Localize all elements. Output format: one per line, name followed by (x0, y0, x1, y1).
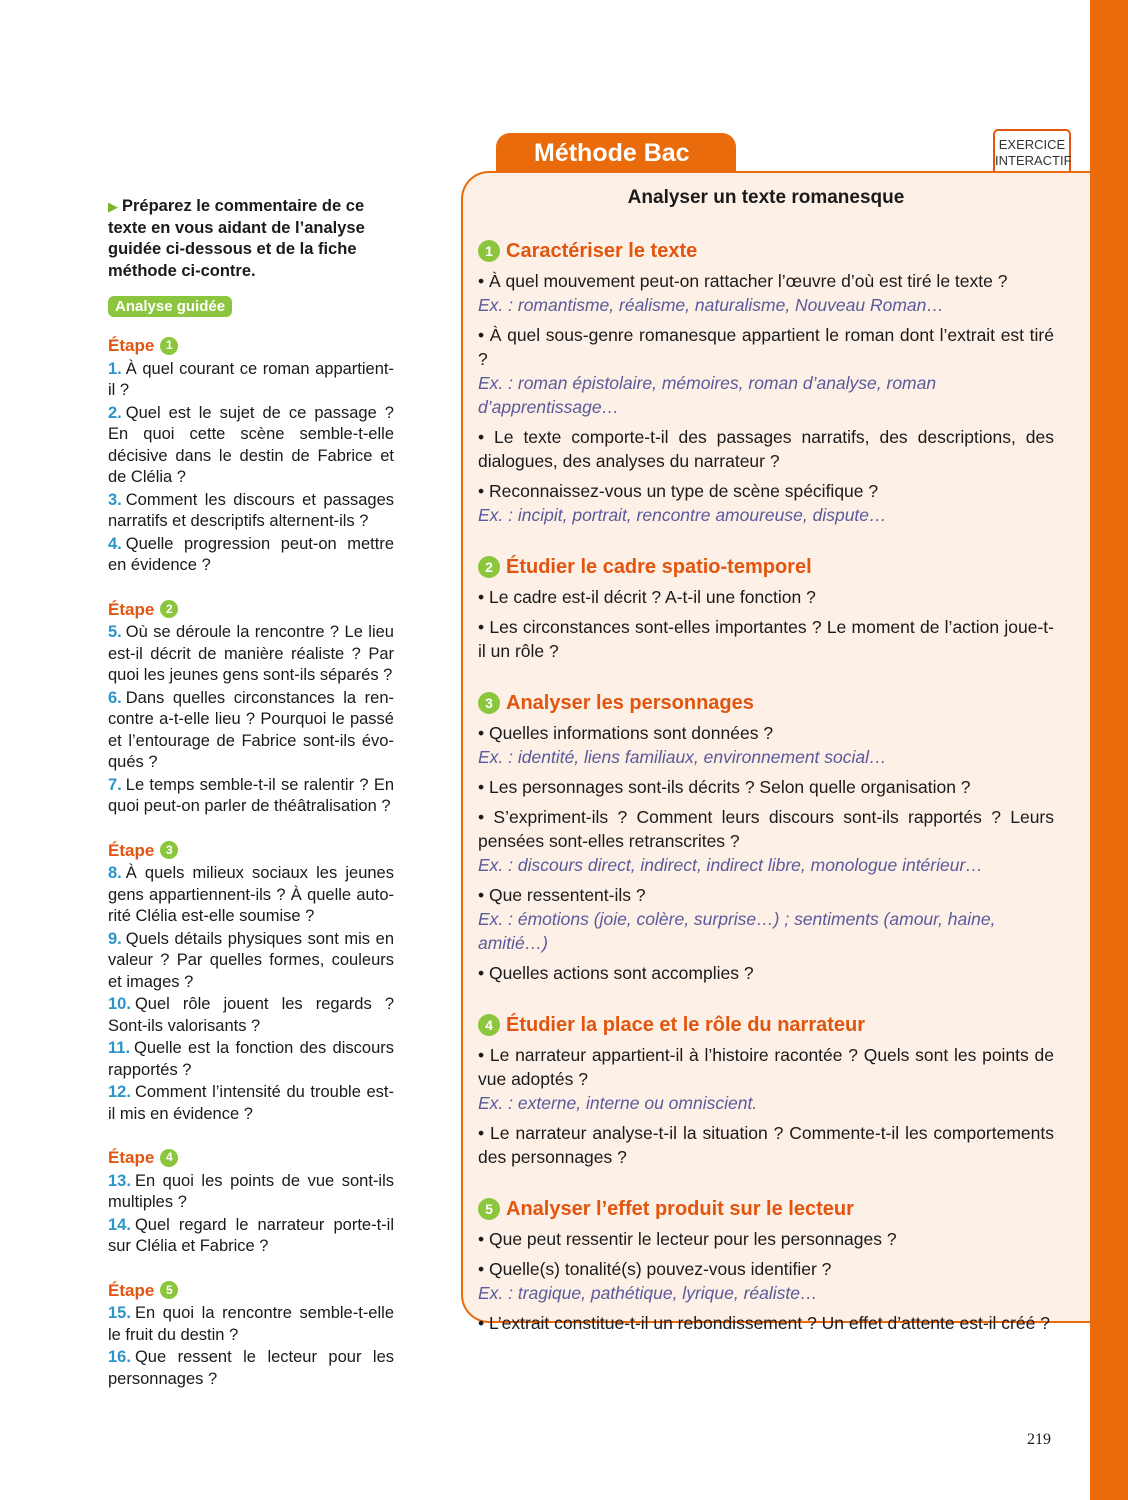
method-sections (478, 239, 1054, 1335)
method-section (478, 555, 1054, 663)
bullet-item (478, 585, 1054, 609)
bullet-item (478, 425, 1054, 473)
number-badge: 5 (478, 1198, 500, 1220)
question-number: 4. (108, 534, 122, 553)
question-item (108, 359, 394, 402)
etape-title: Étape 5 (108, 1280, 394, 1302)
page-edge-bar (1090, 0, 1128, 1500)
method-section (478, 1013, 1054, 1169)
etape-block (108, 1147, 394, 1258)
question-text: Comment l’intensité du trouble est-il mis en évidence ? (108, 1083, 394, 1123)
question-number: 8. (108, 864, 122, 882)
bullet-example: Ex. : identité, liens familiaux, environnement social… (478, 747, 887, 767)
number-badge: 2 (160, 600, 178, 618)
bullet-question: • Le narrateur analyse-t-il la situation ? Commente-t-il les comportements des personnages ? (478, 1123, 1054, 1167)
question-text: Quel rôle jouent les regards ? Sont-ils valorisants ? (108, 995, 394, 1035)
triangle-arrow-icon: ▶ (108, 199, 118, 214)
question-text: Quel est le sujet de ce passage ? En quoi cette scène semble-t-elle décisive dans le destin de Fabrice et de Clélia ? (108, 403, 394, 486)
bullet-question: • Le narrateur appartient-il à l’histoire racontée ? Quels sont les points de vue adoptés ? (478, 1045, 1054, 1089)
number-badge: 2 (478, 556, 500, 578)
question-item (108, 403, 394, 489)
question-text: À quels milieux sociaux les jeunes gens appartiennent-ils ? À quelle autorité Clélia est-elle soumise ? (108, 864, 394, 925)
question-item (108, 775, 394, 818)
bullet-example: Ex. : externe, interne ou omniscient. (478, 1093, 758, 1113)
question-item (108, 1347, 394, 1390)
question-number: 9. (108, 929, 122, 948)
guided-analysis-column (108, 196, 394, 1391)
bullet-example: Ex. : discours direct, indirect, indirect libre, monologue intérieur… (478, 855, 983, 875)
section-title: 3 Analyser les personnages (478, 691, 1054, 715)
bullet-question: • Que ressentent-ils ? (478, 885, 646, 905)
method-content (478, 186, 1054, 1363)
question-number: 11. (108, 1039, 131, 1057)
number-badge: 1 (478, 240, 500, 262)
bullet-item (478, 1043, 1054, 1115)
bullet-question: • L’extrait constitue-t-il un rebondissement ? Un effet d’attente est-il créé ? (478, 1313, 1050, 1333)
question-number: 2. (108, 403, 122, 422)
question-item (108, 622, 394, 687)
etape-title: Étape 4 (108, 1147, 394, 1169)
number-badge: 4 (160, 1149, 178, 1167)
bullet-question: • Reconnaissez-vous un type de scène spécifique ? (478, 481, 879, 501)
bullet-question: • Quelle(s) tonalité(s) pouvez-vous identifier ? (478, 1259, 832, 1279)
question-text: À quel courant ce roman appartient-il ? (108, 359, 394, 399)
question-text: Quels détails physiques sont mis en valeur ? Par quelles formes, couleurs et images ? (108, 929, 394, 991)
bullet-question: • À quel sous-genre romanesque appartient le roman dont l’extrait est tiré ? (478, 325, 1054, 369)
question-number: 6. (108, 688, 122, 707)
etape-block (108, 599, 394, 818)
bullet-item (478, 961, 1054, 985)
question-item (108, 1038, 394, 1081)
bullet-item (478, 1121, 1054, 1169)
bullet-example: Ex. : émotions (joie, colère, surprise…) ; sentiments (amour, haine, amitié…) (478, 909, 996, 953)
question-text: En quoi la rencontre semble-t-elle le fruit du destin ? (108, 1304, 394, 1344)
number-badge: 3 (160, 841, 178, 859)
question-number: 7. (108, 775, 122, 794)
etape-block (108, 335, 394, 577)
method-section (478, 1197, 1054, 1335)
etape-block (108, 1280, 394, 1391)
question-text: En quoi les points de vue sont-ils multiples ? (108, 1171, 394, 1211)
question-text: Le temps semble-t-il se ralentir ? En quoi peut-on parler de théâtralisation ? (108, 775, 394, 815)
number-badge: 3 (478, 692, 500, 714)
method-tab: Méthode Bac (496, 133, 736, 171)
bullet-question: • Quelles actions sont accomplies ? (478, 963, 754, 983)
number-badge: 4 (478, 1014, 500, 1036)
question-number: 13. (108, 1171, 131, 1190)
etape-title: Étape 1 (108, 335, 394, 357)
question-item (108, 929, 394, 994)
question-number: 5. (108, 623, 122, 641)
number-badge: 5 (160, 1281, 178, 1299)
question-item (108, 1082, 394, 1125)
etape-title: Étape 3 (108, 840, 394, 862)
etape-block (108, 840, 394, 1126)
bullet-item (478, 1227, 1054, 1251)
bullet-question: • À quel mouvement peut-on rattacher l’œuvre d’où est tiré le texte ? (478, 271, 1008, 291)
section-title: 1 Caractériser le texte (478, 239, 1054, 263)
bullet-item (478, 269, 1054, 317)
bullet-question: • Les personnages sont-ils décrits ? Selon quelle organisation ? (478, 777, 971, 797)
question-number: 15. (108, 1304, 131, 1322)
number-badge: 1 (160, 337, 178, 355)
question-item (108, 534, 394, 577)
bullet-item (478, 323, 1054, 419)
bullet-question: • Le texte comporte-t-il des passages narratifs, des descriptions, des dialogues, des analyses du narrateur ? (478, 427, 1054, 471)
question-item (108, 863, 394, 928)
bullet-example: Ex. : incipit, portrait, rencontre amoureuse, dispute… (478, 505, 887, 525)
bullet-item (478, 1311, 1054, 1335)
bullet-item (478, 721, 1054, 769)
bullet-question: • S’expriment-ils ? Comment leurs discours sont-ils rapportés ? Leurs pensées sont-elles retranscrites ? (478, 807, 1054, 851)
bullet-item (478, 805, 1054, 877)
method-title: Analyser un texte romanesque (627, 187, 905, 208)
section-title: 2 Étudier le cadre spatio-temporel (478, 555, 1054, 579)
bullet-example: Ex. : romantisme, réalisme, naturalisme, Nouveau Roman… (478, 295, 944, 315)
section-title: 5 Analyser l’effet produit sur le lecteur (478, 1197, 1054, 1221)
question-number: 12. (108, 1083, 131, 1101)
question-item (108, 1303, 394, 1346)
question-text: Dans quelles circonstances la rencontre a-t-elle lieu ? Pourquoi le passé et l’entourage de Fabrice sont-ils évoqués ? (108, 688, 394, 771)
bullet-item (478, 615, 1054, 663)
question-text: Que ressent le lecteur pour les personnages ? (108, 1348, 394, 1388)
bullet-item (478, 479, 1054, 527)
question-item (108, 994, 394, 1037)
bullet-item (478, 775, 1054, 799)
bullet-example: Ex. : roman épistolaire, mémoires, roman d’analyse, roman d’apprentissage… (478, 373, 937, 417)
question-text: Quelle progression peut-on mettre en évidence ? (108, 534, 394, 574)
intro-instruction: ▶ Préparez le commentaire de ce texte en vous aidant de l’analyse guidée ci-dessous et de la fiche méthode ci-contre. (108, 197, 365, 280)
method-section (478, 691, 1054, 985)
question-text: Comment les discours et passages narratifs et descriptifs alternent-ils ? (108, 490, 394, 530)
analysis-guided-label: Analyse guidée (108, 296, 232, 317)
bullet-question: • Quelles informations sont données ? (478, 723, 774, 743)
etapes-list (108, 335, 394, 1390)
question-text: Quel regard le narrateur porte-t-il sur Clélia et Fabrice ? (108, 1215, 394, 1255)
question-number: 16. (108, 1348, 131, 1366)
bullet-question: • Le cadre est-il décrit ? A-t-il une fonction ? (478, 587, 816, 607)
page-number: 219 (1027, 1431, 1051, 1448)
bullet-example: Ex. : tragique, pathétique, lyrique, réaliste… (478, 1283, 818, 1303)
bullet-question: • Les circonstances sont-elles importantes ? Le moment de l’action joue-t-il un rôle ? (478, 617, 1054, 661)
question-item (108, 688, 394, 774)
question-number: 1. (108, 359, 122, 378)
question-item (108, 1215, 394, 1258)
question-item (108, 490, 394, 533)
question-text: Quelle est la fonction des discours rapportés ? (108, 1039, 394, 1079)
bullet-item (478, 1257, 1054, 1305)
question-number: 3. (108, 490, 122, 509)
question-number: 14. (108, 1215, 131, 1234)
section-title: 4 Étudier la place et le rôle du narrateur (478, 1013, 1054, 1037)
method-section (478, 239, 1054, 527)
question-item (108, 1171, 394, 1214)
question-text: Où se déroule la rencontre ? Le lieu est-il décrit de manière réaliste ? Par quoi les jeunes gens sont-ils séparés ? (108, 623, 394, 684)
interactive-exercise-button[interactable]: EXERCICE INTERACTIF (993, 129, 1071, 179)
question-number: 10. (108, 995, 131, 1013)
bullet-item (478, 883, 1054, 955)
etape-title: Étape 2 (108, 599, 394, 621)
bullet-question: • Que peut ressentir le lecteur pour les personnages ? (478, 1229, 897, 1249)
